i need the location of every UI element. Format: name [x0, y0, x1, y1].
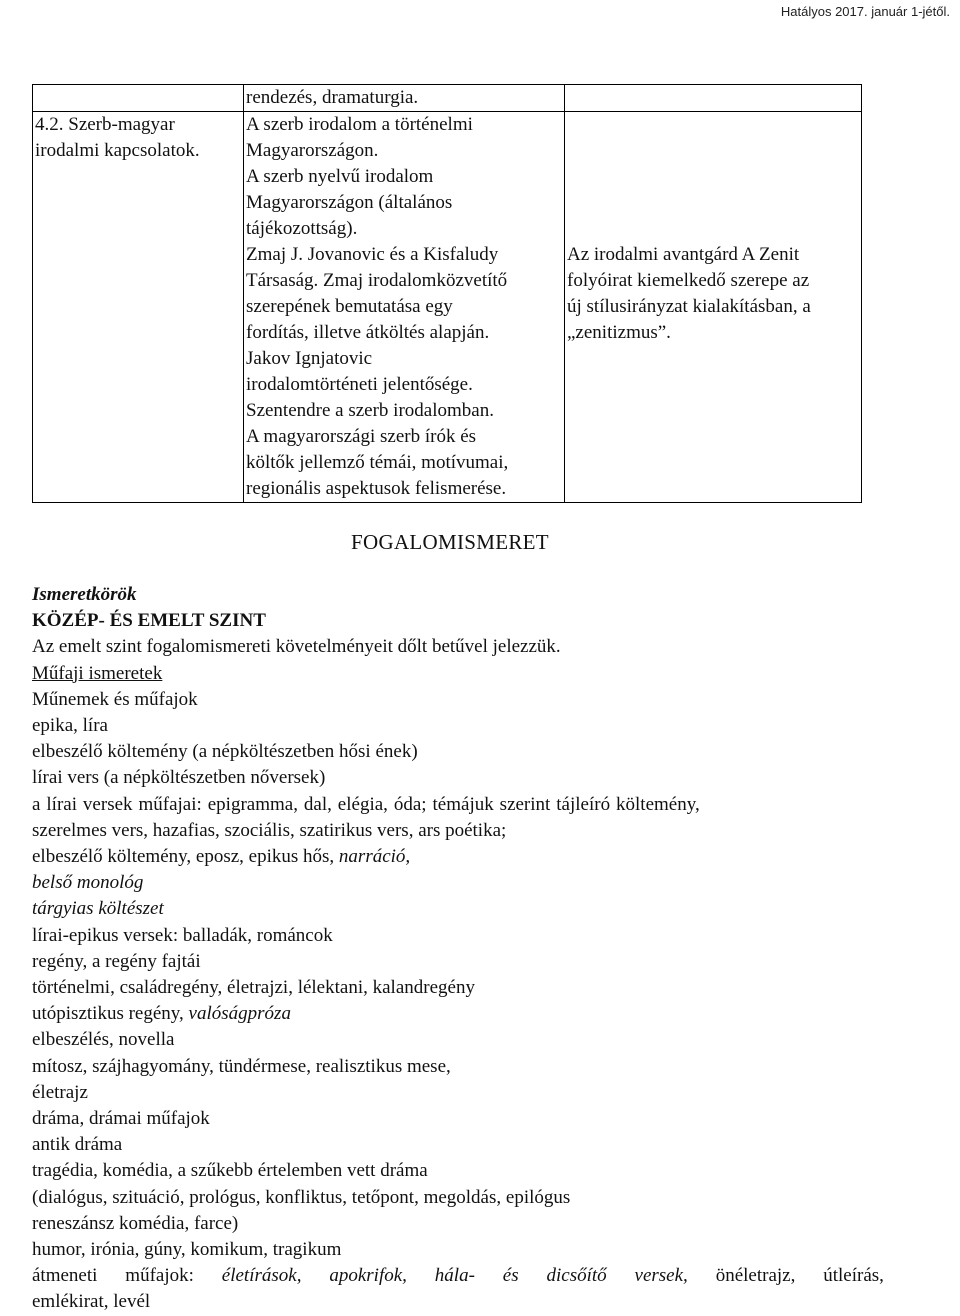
cell-text-line: „zenitizmus”.: [567, 322, 671, 343]
list-item: tárgyias költészet: [32, 898, 164, 920]
list-item-text: utópisztikus regény,: [32, 1003, 189, 1025]
list-item: humor, irónia, gúny, komikum, tragikum: [32, 1239, 342, 1261]
italic-term: életírások,: [221, 1265, 302, 1287]
list-item: a lírai versek műfajai: epigramma, dal, elégia, óda; témájuk szerint tájleíró költemény,: [32, 793, 700, 815]
cell-text-line: költők jellemző témái, motívumai,: [246, 452, 509, 473]
cell-text-line: fordítás, illetve átköltés alapján.: [246, 322, 490, 343]
italic-term: narráció,: [338, 846, 411, 868]
table-cell-topic: [33, 112, 244, 503]
knowledge-areas-heading: Ismeretkörök: [32, 584, 137, 605]
cell-text-line: irodalomtörténeti jelentősége.: [246, 374, 473, 395]
list-item-text: elbeszélő költemény, eposz, epikus hős,: [32, 846, 339, 868]
list-item: [32, 844, 912, 870]
italic-term: dicsőítő: [546, 1265, 607, 1287]
list-item: dráma, drámai műfajok: [32, 1108, 210, 1130]
cell-text-line: Magyarországon.: [246, 140, 379, 161]
table-row: [33, 85, 862, 112]
list-item: antik dráma: [32, 1134, 123, 1156]
italic-term: hála-: [434, 1265, 475, 1287]
list-item: Műnemek és műfajok: [32, 688, 198, 710]
list-item: [32, 1001, 912, 1027]
cell-text-line: A szerb irodalom a történelmi: [246, 114, 473, 135]
effective-date-note: Hatályos 2017. január 1-jétől.: [780, 4, 950, 19]
italic-term: és: [502, 1265, 519, 1287]
list-item: történelmi, családregény, életrajzi, lélektani, kalandregény: [32, 977, 475, 999]
italic-note: Az emelt szint fogalomismereti követelményeit dőlt betűvel jelezzük.: [32, 636, 561, 658]
list-item: [32, 1263, 884, 1289]
concept-list: [32, 582, 912, 1316]
cell-text-line: tájékozottság).: [246, 218, 358, 239]
cell-text-line: Társaság. Zmaj irodalomközvetítő: [246, 270, 508, 291]
list-item: lírai vers (a népköltészetben nőversek): [32, 767, 326, 789]
cell-text-line: Szentendre a szerb irodalomban.: [246, 400, 494, 421]
curriculum-table: [32, 84, 862, 503]
cell-text-line: 4.2. Szerb-magyar: [35, 114, 175, 135]
cell-text-line: rendezés, dramaturgia.: [246, 87, 419, 108]
list-item: életrajz: [32, 1081, 88, 1103]
list-item-word: útleírás,: [823, 1265, 884, 1287]
cell-text-line: Zmaj J. Jovanovic és a Kisfaludy: [246, 244, 499, 265]
list-item: emlékirat, levél: [32, 1291, 151, 1313]
list-item: elbeszélés, novella: [32, 1029, 175, 1051]
section-title: FOGALOMISMERET: [351, 530, 549, 554]
italic-term: apokrifok,: [329, 1265, 407, 1287]
cell-text-line: Az irodalmi avantgárd A Zenit: [567, 244, 800, 265]
cell-text-line: irodalmi kapcsolatok.: [35, 140, 200, 161]
cell-text-line: Jakov Ignjatovic: [246, 348, 373, 369]
list-item: (dialógus, szituáció, prológus, konfliktus, tetőpont, megoldás, epilógus: [32, 1186, 571, 1208]
list-item: epika, líra: [32, 715, 108, 737]
cell-text-line: Magyarországon (általános: [246, 192, 453, 213]
list-item: elbeszélő költemény (a népköltészetben hősi ének): [32, 741, 418, 763]
list-item: tragédia, komédia, a szűkebb értelemben vett dráma: [32, 1160, 428, 1182]
list-item: lírai-epikus versek: balladák, románcok: [32, 924, 333, 946]
list-item: reneszánsz komédia, farce): [32, 1212, 239, 1234]
subheading: Műfaji ismeretek: [32, 662, 163, 684]
cell-text-line: új stílusirányzat kialakításban, a: [567, 296, 811, 317]
table-cell-content: [244, 85, 565, 112]
cell-text-line: regionális aspektusok felismerése.: [246, 478, 507, 499]
list-item-word: átmeneti: [32, 1265, 98, 1287]
cell-text-line: szerepének bemutatása egy: [246, 296, 453, 317]
table-cell-topic: [33, 85, 244, 112]
table-cell-advanced: [565, 85, 862, 112]
table-row: [33, 112, 862, 503]
list-item-word: önéletrajz,: [715, 1265, 796, 1287]
list-item: szerelmes vers, hazafias, szociális, szatirikus vers, ars poétika;: [32, 819, 507, 841]
cell-text-line: A magyarországi szerb írók és: [246, 426, 477, 447]
list-item: belső monológ: [32, 872, 144, 894]
table-cell-advanced: [565, 112, 862, 503]
italic-term: valóságpróza: [188, 1003, 291, 1025]
list-item: mítosz, szájhagyomány, tündérmese, realisztikus mese,: [32, 1055, 451, 1077]
table-cell-content: [244, 112, 565, 503]
italic-term: versek,: [634, 1265, 688, 1287]
cell-text-line: A szerb nyelvű irodalom: [246, 166, 434, 187]
cell-text-line: folyóirat kiemelkedő szerepe az: [567, 270, 810, 291]
level-heading: KÖZÉP- ÉS EMELT SZINT: [32, 610, 266, 632]
list-item: regény, a regény fajtái: [32, 950, 201, 972]
list-item-word: műfajok:: [125, 1265, 194, 1287]
